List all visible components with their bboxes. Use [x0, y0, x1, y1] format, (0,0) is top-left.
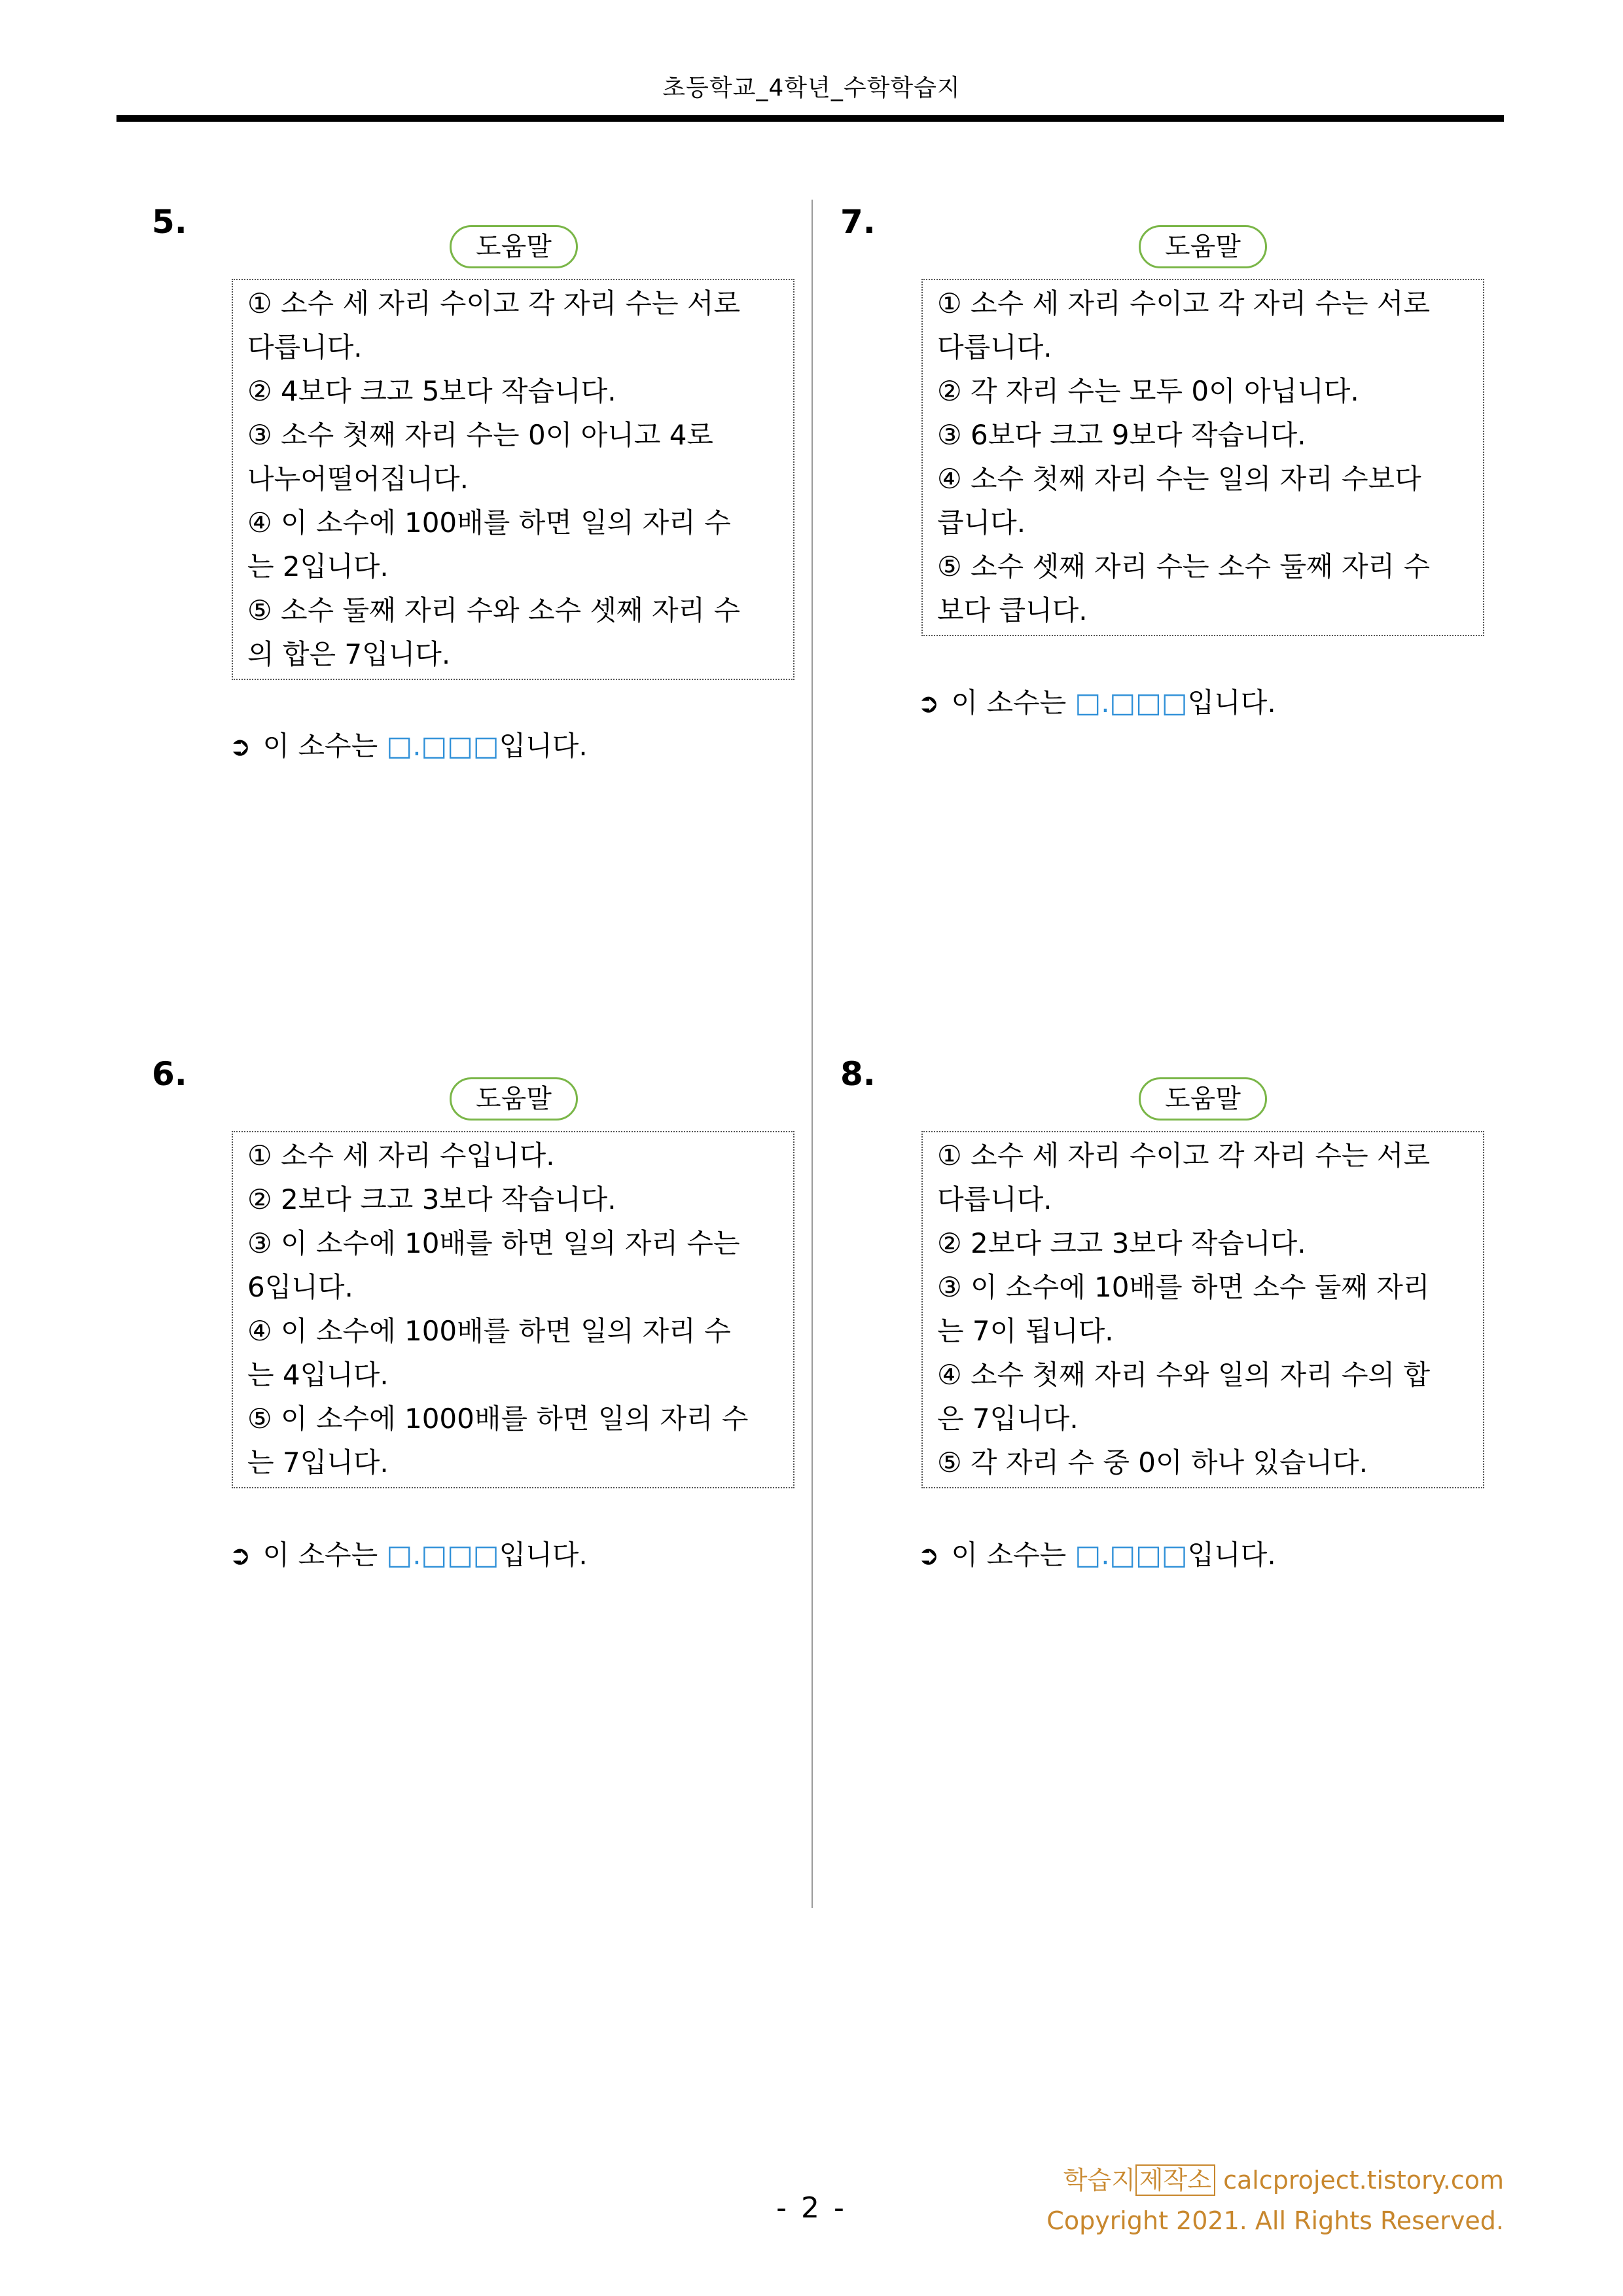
hint-line: ① 소수 세 자리 수이고 각 자리 수는 서로	[937, 287, 1431, 319]
hint-line: 은 7입니다.	[937, 1403, 1079, 1435]
answer-prefix: 이 소수는	[951, 687, 1075, 719]
hint-line: 는 7이 됩니다.	[937, 1315, 1114, 1347]
answer-suffix: 입니다.	[1187, 687, 1276, 719]
arrow-right-icon: ➲	[918, 689, 940, 719]
answer-line	[918, 685, 1276, 722]
footer-credits	[1046, 2160, 1504, 2241]
header-rule	[116, 115, 1504, 122]
hint-line: ③ 소수 첫째 자리 수는 0이 아니고 4로	[247, 419, 713, 451]
hint-line: 는 2입니다.	[247, 550, 389, 583]
hint-line: 큽니다.	[937, 507, 1026, 539]
hint-line: ④ 소수 첫째 자리 수와 일의 자리 수의 합	[937, 1359, 1431, 1391]
hint-box	[921, 279, 1484, 636]
hint-line: ⑤ 이 소수에 1000배를 하면 일의 자리 수	[247, 1403, 749, 1435]
problem-number: 5.	[152, 203, 187, 241]
hint-line: ③ 6보다 크고 9보다 작습니다.	[937, 419, 1306, 451]
hint-line: 는 4입니다.	[247, 1359, 389, 1391]
arrow-right-icon: ➲	[918, 1541, 940, 1571]
answer-prefix: 이 소수는	[951, 1539, 1075, 1571]
hint-line: 6입니다.	[247, 1271, 353, 1303]
site-link[interactable]: calcproject.tistory.com	[1223, 2166, 1504, 2195]
answer-prefix: 이 소수는	[262, 1539, 387, 1571]
hint-line: ① 소수 세 자리 수이고 각 자리 수는 서로	[247, 287, 741, 319]
hint-line: 는 7입니다.	[247, 1446, 389, 1479]
hint-line: ④ 이 소수에 100배를 하면 일의 자리 수	[247, 1315, 731, 1347]
hint-line: ④ 소수 첫째 자리 수는 일의 자리 수보다	[937, 463, 1421, 495]
problem-8	[840, 1055, 1482, 1644]
hint-line: ③ 이 소수에 10배를 하면 일의 자리 수는	[247, 1227, 740, 1259]
hint-box	[232, 279, 794, 680]
hint-line: 보다 큽니다.	[937, 594, 1088, 626]
hint-line: 다릅니다.	[247, 331, 363, 363]
hint-badge: 도움말	[450, 225, 578, 268]
column-divider	[812, 200, 813, 1908]
answer-line	[229, 1537, 588, 1574]
hint-line: 다릅니다.	[937, 331, 1052, 363]
hint-line: ② 2보다 크고 3보다 작습니다.	[937, 1227, 1306, 1259]
hint-line: ⑤ 각 자리 수 중 0이 하나 있습니다.	[937, 1446, 1368, 1479]
hint-line: ① 소수 세 자리 수입니다.	[247, 1139, 555, 1172]
hint-line: ② 4보다 크고 5보다 작습니다.	[247, 375, 616, 407]
hint-badge: 도움말	[1139, 1077, 1267, 1121]
answer-suffix: 입니다.	[499, 1539, 588, 1571]
problem-number: 6.	[152, 1055, 187, 1093]
hint-line: ① 소수 세 자리 수이고 각 자리 수는 서로	[937, 1139, 1431, 1172]
brand-prefix: 학습지	[1063, 2166, 1135, 2195]
answer-suffix: 입니다.	[1187, 1539, 1276, 1571]
answer-line	[229, 728, 588, 765]
answer-prefix: 이 소수는	[262, 730, 387, 762]
hint-box	[921, 1131, 1484, 1488]
hint-line: 나누어떨어집니다.	[247, 463, 469, 495]
hint-line: ③ 이 소수에 10배를 하면 소수 둘째 자리	[937, 1271, 1430, 1303]
brand-boxed: 제작소	[1135, 2164, 1215, 2196]
problem-5	[152, 203, 793, 792]
copyright: Copyright 2021. All Rights Reserved.	[1046, 2206, 1504, 2235]
problem-number: 8.	[840, 1055, 876, 1093]
page-number: - 2 -	[776, 2191, 847, 2225]
hint-line: 의 합은 7입니다.	[247, 638, 451, 670]
answer-suffix: 입니다.	[499, 730, 588, 762]
answer-blank[interactable]: □.□□□	[386, 730, 499, 762]
problem-number: 7.	[840, 203, 876, 241]
answer-blank[interactable]: □.□□□	[386, 1539, 499, 1571]
hint-badge: 도움말	[1139, 225, 1267, 268]
hint-line: ② 각 자리 수는 모두 0이 아닙니다.	[937, 375, 1359, 407]
hint-line: ② 2보다 크고 3보다 작습니다.	[247, 1183, 616, 1215]
problem-7	[840, 203, 1482, 792]
header-title: 초등학교_4학년_수학학습지	[662, 75, 961, 101]
hint-box	[232, 1131, 794, 1488]
hint-badge: 도움말	[450, 1077, 578, 1121]
answer-line	[918, 1537, 1276, 1574]
problem-6	[152, 1055, 793, 1644]
answer-blank[interactable]: □.□□□	[1075, 1539, 1188, 1571]
hint-line: ④ 이 소수에 100배를 하면 일의 자리 수	[247, 507, 731, 539]
hint-line: ⑤ 소수 둘째 자리 수와 소수 셋째 자리 수	[247, 594, 741, 626]
arrow-right-icon: ➲	[229, 1541, 251, 1571]
answer-blank[interactable]: □.□□□	[1075, 687, 1188, 719]
hint-line: ⑤ 소수 셋째 자리 수는 소수 둘째 자리 수	[937, 550, 1431, 583]
footer-brand-line	[1046, 2160, 1504, 2200]
arrow-right-icon: ➲	[229, 732, 251, 762]
hint-line: 다릅니다.	[937, 1183, 1052, 1215]
